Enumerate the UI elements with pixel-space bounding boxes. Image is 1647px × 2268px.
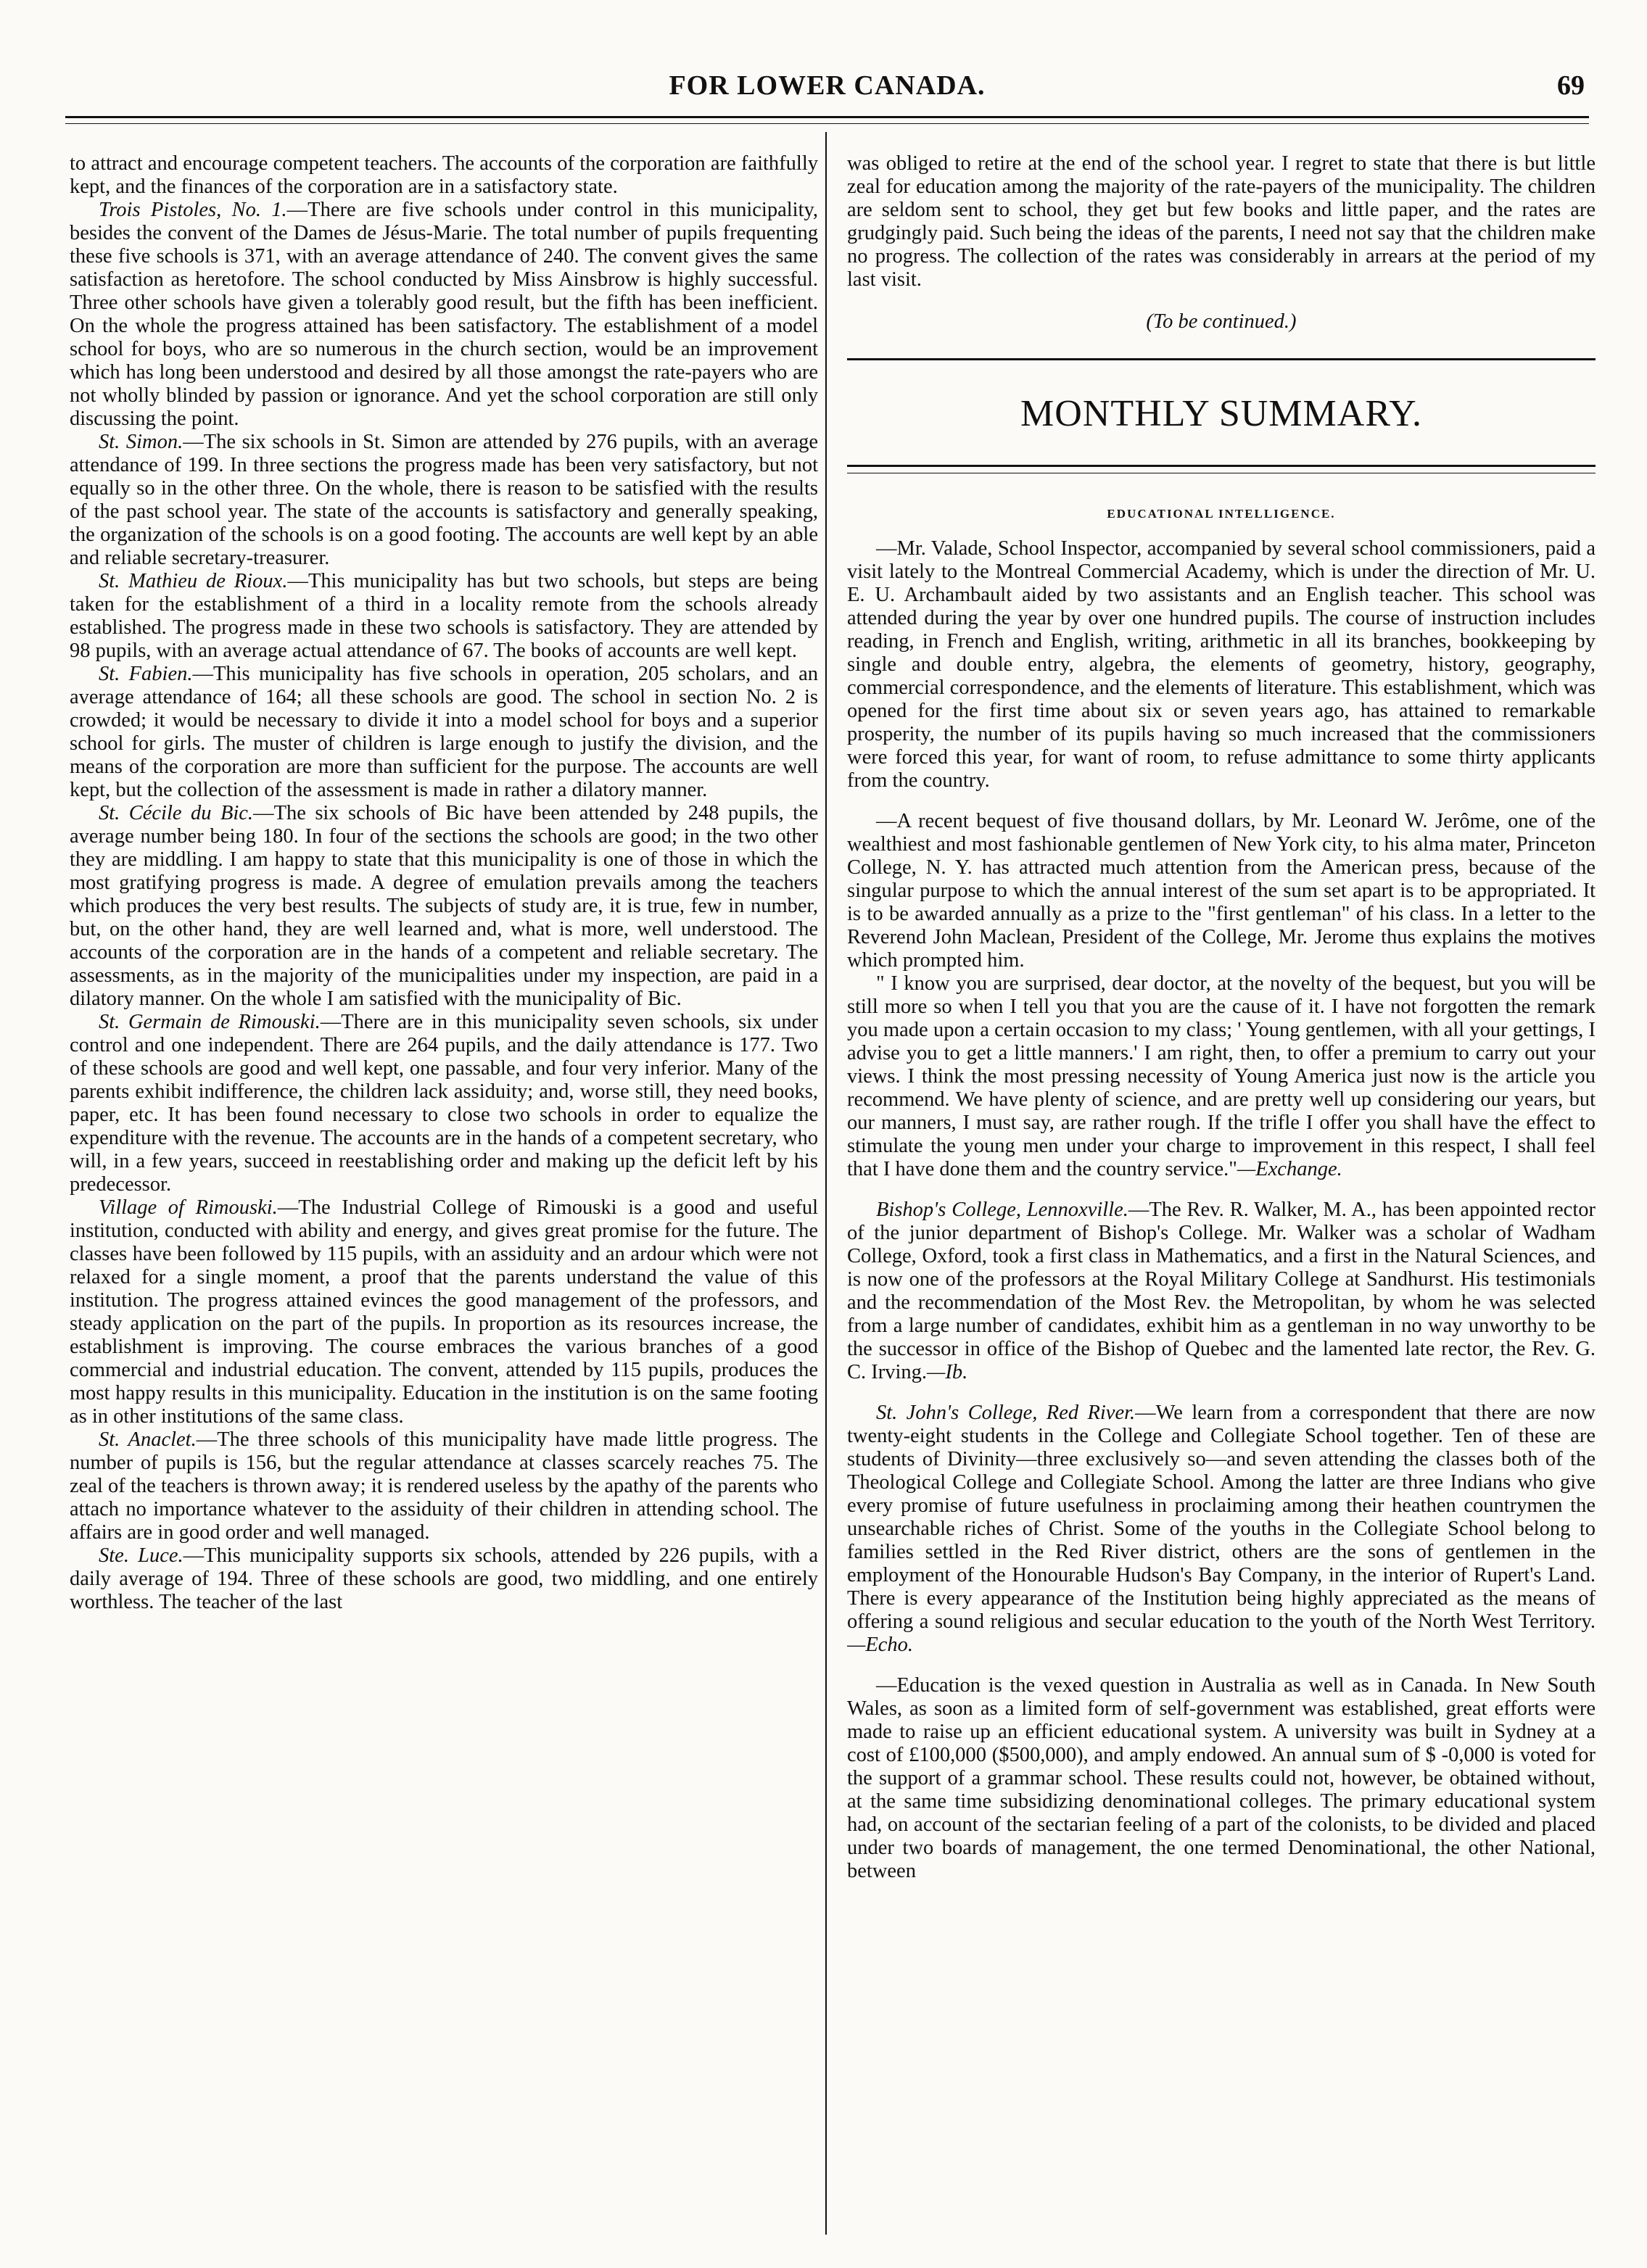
paragraph: was obliged to retire at the end of the school year. I regret to state that there is but little zeal for education among the majority of the rate-payers of the municipality. The children are seldom sent to school, they get but few books and little paper, and the rates are grudgingly paid. Such being the ideas of the parents, I need not say that the children make no progress. The collection of the rates was considerably in arrears at the period of my last visit. <box>847 152 1596 291</box>
paragraph <box>70 1011 818 1196</box>
paragraph <box>70 199 818 431</box>
paragraph <box>70 431 818 570</box>
news-item: —Education is the vexed question in Australia as well as in Canada. In New South Wales, as soon as a limited form of self-government was established, great efforts were made to raise up an efficient educational system. A university was built in Sydney at a cost of £100,000 ($500,000), and amply endowed. An annual sum of $ -0,000 is voted for the support of a grammar school. These results could not, however, be obtained without, at the same time subsidizing denominational colleges. The primary educational system had, on account of the sectarian feeling of a part of the colonists, to be divided and placed under two boards of management, the one termed Denominational, the other National, between <box>847 1674 1596 1882</box>
header-rule-thin <box>65 123 1589 124</box>
quoted-letter <box>847 972 1596 1181</box>
place-name: Village of Rimouski. <box>99 1196 278 1219</box>
news-item: —Mr. Valade, School Inspector, accompanied by several school commissioners, paid a visit lately to the Montreal Commercial Academy, which is under the direction of Mr. U. E. U. Archambault aided by two assistants and an English teacher. This school was attended during the year by over one hundred pupils. The course of instruction includes reading, in French and English, writing, arithmetic in all its branches, bookkeeping by single and double entry, algebra, the elements of geometry, history, geography, commercial correspondence, and the elements of literature. This establishment, which was opened for the first time about six or seven years ago, has attained to remarkable prosperity, the number of its pupils having so much increased that the commissioners were forced this year, for want of room, to refuse admittance to some thirty applicants from the country. <box>847 537 1596 792</box>
paragraph: to attract and encourage competent teachers. The accounts of the corporation are faithfully kept, and the finances of the corporation are in a satisfactory state. <box>70 152 818 198</box>
news-item <box>847 1199 1596 1384</box>
paragraph-body: —This municipality has five schools in operation, 205 scholars, and an average attendance of 164; all these schools are good. The school in section No. 2 is crowded; it would be necessary to divide it into a model school for boys and a superior school for girls. The muster of children is large enough to justify the division, and the means of the corporation are more than sufficient for the purpose. The accounts are well kept, but the collection of the assessment is made in rather a dilatory manner. <box>70 663 818 801</box>
place-name: Bishop's College, Lennoxville. <box>876 1199 1128 1221</box>
place-name: St. Anaclet. <box>99 1428 197 1451</box>
news-item: —A recent bequest of five thousand dollars, by Mr. Leonard W. Jerôme, one of the wealthiest and most fashionable gentlemen of New York city, to his alma mater, Princeton College, N. Y. has attracted much attention from the American press, because of the singular purpose to which the annual interest of the sum set apart is to be appropriated. It is to be awarded annually as a prize to the "first gentleman" of his class. In a letter to the Reverend John Maclean, President of the College, Mr. Jerome thus explains the motives which prompted him. <box>847 810 1596 972</box>
place-name: Ste. Luce. <box>99 1544 183 1567</box>
paragraph-body: —The three schools of this municipality have made little progress. The number of pupils is 156, but the regular attendance at classes scarcely reaches 75. The zeal of the teachers is thrown away; it is rendered useless by the apathy of the parents who attach no importance whatever to the assiduity of their children in attending school. The affairs are in good order and well managed. <box>70 1428 818 1544</box>
paragraph <box>70 1428 818 1544</box>
column-divider <box>825 132 827 2235</box>
paragraph-body: —There are five schools under control in this municipality, besides the convent of the Dames de Jésus-Marie. The total number of pupils frequenting these five schools is 371, with an average attendance of 240. The convent gives the same satisfaction as heretofore. The school conducted by Miss Ainsbrow is highly successful. Three other schools have given a tolerably good result, but the fifth has been inefficient. On the whole the progress attained has been satisfactory. The establishment of a model school for boys, who are so numerous in the church section, would be an improvement which has long been understood and desired by all those amongst the rate-payers who are not wholly blinded by passion or ignorance. And yet the school corporation are still only discussing the point. <box>70 199 818 430</box>
source-credit: —Ib. <box>927 1361 968 1383</box>
page-number: 69 <box>1557 70 1585 101</box>
paragraph <box>70 1196 818 1428</box>
paragraph <box>70 570 818 663</box>
paragraph <box>70 802 818 1011</box>
paragraph-body: —This municipality has but two schools, but steps are being taken for the establishment of a third in a locality remote from the schools already established. The progress made in these two schools is satisfactory. They are attended by 98 pupils, with an average actual attendance of 67. The books of accounts are well kept. <box>70 570 818 662</box>
place-name: St. Germain de Rimouski. <box>99 1011 321 1033</box>
place-name: St. Cécile du Bic. <box>99 802 254 824</box>
paragraph <box>70 663 818 802</box>
paragraph-body: —There are in this municipality seven schools, six under control and one independent. There are 264 pupils, and the daily attendance is 177. Two of these schools are good and well kept, one passable, and four very inferior. Many of the parents exhibit indifference, the children lack assiduity; and, worse still, they need books, paper, etc. It has been found necessary to close two schools in order to equalize the expenditure with the revenue. The accounts are in the hands of a competent secretary, who will, in a few years, succeed in reestablishing order and making up the deficit left by his predecessor. <box>70 1011 818 1196</box>
paragraph <box>70 1544 818 1614</box>
right-column <box>847 152 1596 2240</box>
source-credit: —Echo. <box>847 1634 914 1656</box>
section-rule <box>847 358 1596 360</box>
place-name: Trois Pistoles, No. 1. <box>99 199 287 221</box>
place-name: St. Mathieu de Rioux. <box>99 570 288 592</box>
running-title: FOR LOWER CANADA. <box>669 70 986 101</box>
paragraph-body: —The Rev. R. Walker, M. A., has been appointed rector of the junior department of Bishop's College. Mr. Walker was a scholar of Wadham College, Oxford, took a first class in Mathematics, and a first in the Natural Sciences, and is now one of the professors at the Royal Military College at Sandhurst. His testimonials and the recommendation of the Most Rev. the Metropolitan, by whom he was selected from a large number of candidates, exhibit him as a gentleman in no way unworthy to be the successor in office of the Bishop of Quebec and the lamented late rector, the Rev. G. C. Irving. <box>847 1199 1596 1383</box>
left-column <box>70 152 818 2240</box>
summary-title: MONTHLY SUMMARY. <box>1020 393 1422 434</box>
paragraph-body: —The six schools of Bic have been attended by 248 pupils, the average number being 180. In four of the sections the schools are good; in the two other they are middling. I am happy to state that this municipality is one of those in which the most gratifying progress is made. A degree of emulation prevails among the teachers which produces the very best results. The subjects of study are, it is true, few in number, but, on the other hand, they are well learned and, what is more, well understood. The accounts of the corporation are in the hands of a competent and reliable secretary. The assessments, as in the majority of the municipalities under my inspection, are paid in a dilatory manner. On the whole I am satisfied with the municipality of Bic. <box>70 802 818 1010</box>
paragraph-body: —The Industrial College of Rimouski is a good and useful institution, conducted with ability and energy, and gives great promise for the future. The classes have been followed by 115 pupils, with an assiduity and an ardour which were not relaxed for a single moment, a proof that the parents understand the value of this institution. The progress attained evinces the good management of the professors, and steady application on the part of the pupils. In proportion as its resources increase, the establishment is improving. The course embraces the various branches of a good commercial and industrial education. The convent, attended by 115 pupils, produces the most happy results in this municipality. Education in the institution is on the same footing as in other institutions of the same class. <box>70 1196 818 1428</box>
section-heading: EDUCATIONAL INTELLIGENCE. <box>1107 507 1336 521</box>
place-name: St. John's College, Red River. <box>876 1402 1136 1424</box>
news-item <box>847 1402 1596 1657</box>
paragraph-body: —We learn from a correspondent that there are now twenty-eight students in the College and Collegiate School together. Ten of these are students of Divinity—three exclusively so—and seven attending the classes both of the Theological College and Collegiate School. Among the latter are three Indians who give every promise of future usefulness in proclaiming among their heathen countrymen the unsearchable riches of Christ. Some of the youths in the Collegiate School belong to families settled in the Red River district, others are the sons of gentlemen in the employment of the Honourable Hudson's Bay Company, in the interior of Rupert's Land. There is every appearance of the Institution being highly appreciated as the means of offering a sound religious and secular education to the youth of the North West Territory. <box>847 1402 1596 1633</box>
source-credit: —Exchange. <box>1237 1158 1342 1180</box>
paragraph-body: —This municipality supports six schools, attended by 226 pupils, with a daily average of 194. Three of these schools are good, two middling, and one entirely worthless. The teacher of the last <box>70 1544 818 1613</box>
quote-body: " I know you are surprised, dear doctor, at the novelty of the bequest, but you will be still more so when I tell you that you are the cause of it. I have not forgotten the remark you made upon a certain occasion to my class; ' Young gentlemen, with all your gettings, I advise you to get a little manners.' I am right, then, to offer a premium to carry out your views. I think the most pressing necessity of Young America just now is the article you recommend. We have plenty of science, and are pretty well up considering our years, but our manners, I must say, are rather rough. If the trifle I offer you shall have the effect to stimulate the young men under your charge to improvement in this respect, I shall feel that I have done them and the country service." <box>847 972 1596 1180</box>
place-name: St. Simon. <box>99 431 183 453</box>
to-be-continued: (To be continued.) <box>1146 310 1297 333</box>
paragraph-body: —The six schools in St. Simon are attended by 276 pupils, with an average attendance of 199. In three sections the progress made has been very satisfactory, but not equally so in the other three. On the whole, there is reason to be satisfied with the results of the past school year. The state of the accounts is satisfactory and generally speaking, the organization of the schools is on a good footing. The accounts are well kept by an able and reliable secretary-treasurer. <box>70 431 818 569</box>
header-rule <box>65 116 1589 118</box>
place-name: St. Fabien. <box>99 663 193 685</box>
section-rule <box>847 465 1596 467</box>
running-head <box>65 70 1589 113</box>
